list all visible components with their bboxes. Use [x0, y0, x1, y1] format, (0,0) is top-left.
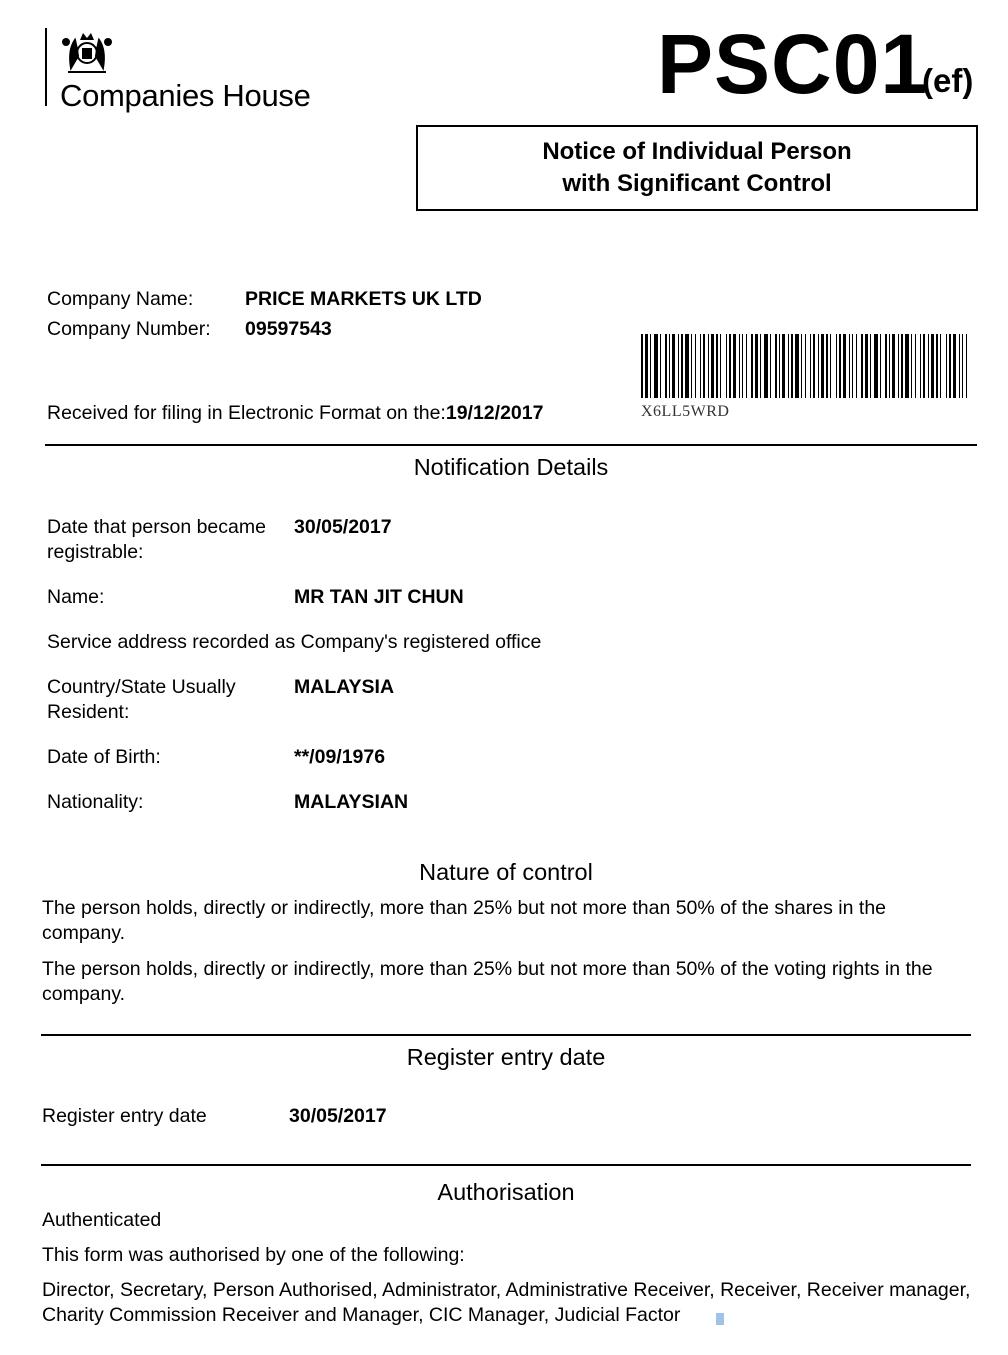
barcode-bar [711, 334, 714, 398]
barcode-bar [813, 334, 815, 398]
barcode-bar [946, 334, 947, 398]
barcode-bar [660, 334, 661, 398]
registrable-label-line-1: Date that person became [47, 516, 266, 538]
barcode-bar [782, 334, 785, 398]
register-entry-value: 30/05/2017 [289, 1105, 387, 1127]
barcode-bar [852, 334, 853, 398]
person-name-label: Name: [47, 586, 105, 608]
royal-crest-icon [58, 28, 116, 76]
barcode-bar [685, 334, 689, 398]
barcode-bar [703, 334, 705, 398]
barcode-bar [920, 334, 921, 398]
barcode-bar [739, 334, 740, 398]
nature-of-control-heading: Nature of control [419, 859, 593, 885]
barcode-bar [795, 334, 799, 398]
barcode-bar [959, 334, 960, 398]
barcode [641, 334, 968, 398]
barcode-bar [928, 334, 929, 398]
country-resident-label [47, 676, 236, 724]
barcode-bar [905, 334, 909, 398]
company-name-value: PRICE MARKETS UK LTD [245, 288, 482, 310]
register-entry-heading: Register entry date [406, 1044, 606, 1070]
barcode-bar [826, 334, 828, 398]
barcode-bar [821, 334, 824, 398]
barcode-bar [760, 334, 761, 398]
barcode-bar [678, 334, 679, 398]
barcode-bar [915, 334, 916, 398]
registrable-label-line-2: registrable: [47, 541, 144, 563]
barcode-bar [641, 334, 643, 398]
nationality-label: Nationality: [47, 791, 144, 813]
register-entry-label: Register entry date [42, 1105, 207, 1127]
date-of-birth-label: Date of Birth: [47, 746, 161, 768]
barcode-bar [779, 334, 780, 398]
barcode-bar [810, 334, 811, 398]
companies-house-logo-text: Companies House [60, 78, 311, 113]
barcode-bar [901, 334, 903, 398]
barcode-bar [856, 334, 857, 398]
company-number-label: Company Number: [47, 318, 211, 340]
service-address-note: Service address recorded as Company's registered office [47, 631, 542, 653]
barcode-bar [849, 334, 850, 398]
person-name-value: MR TAN JIT CHUN [294, 586, 464, 608]
control-statement-shares: The person holds, directly or indirectly, more than 25% but not more than 50% of the shares in the company. [42, 897, 887, 944]
barcode-bar [931, 334, 934, 398]
received-date-label [47, 402, 543, 425]
form-title-box [416, 125, 978, 211]
barcode-bar [870, 334, 871, 398]
barcode-bar [940, 334, 941, 398]
authorised-roles: Director, Secretary, Person Authorised, Administrator, Administrative Receiver, Receiver, Receiver manager, Charity Commission Receiver and Manager, CIC Manager, Judicial Factor [42, 1279, 971, 1326]
barcode-bar [672, 334, 675, 398]
barcode-bar [839, 334, 841, 398]
barcode-bar [691, 334, 692, 398]
section-divider [41, 1034, 971, 1036]
received-date-value: 19/12/2017 [445, 402, 544, 424]
logo-divider [45, 28, 47, 106]
received-label-text: Received for filing in Electronic Format on the: [47, 402, 446, 424]
text-cursor-marker [716, 1313, 724, 1325]
barcode-bar [885, 334, 887, 398]
barcode-bar [898, 334, 899, 398]
authorisation-intro: This form was authorised by one of the following: [42, 1244, 465, 1266]
date-of-birth-value: **/09/1976 [294, 746, 386, 768]
form-code: PSC01 [657, 17, 929, 111]
barcode-bar [861, 334, 863, 398]
authentication-status: Authenticated [42, 1209, 162, 1231]
barcode-bar [923, 334, 925, 398]
country-label-line-2: Resident: [47, 701, 130, 723]
barcode-bar [708, 334, 709, 398]
company-name-label: Company Name: [47, 288, 194, 310]
registrable-date-value: 30/05/2017 [294, 516, 392, 538]
barcode-bar [874, 334, 878, 398]
barcode-bar [836, 334, 837, 398]
nationality-value: MALAYSIAN [294, 791, 409, 813]
barcode-bar [726, 334, 727, 398]
barcode-bar [650, 334, 651, 398]
form-title-line-1: Notice of Individual Person [542, 138, 852, 165]
barcode-bar [788, 334, 789, 398]
barcode-bar [953, 334, 956, 398]
barcode-bar [764, 334, 768, 398]
barcode-bar [720, 334, 721, 398]
barcode-bar [911, 334, 912, 398]
barcode-bar [889, 334, 890, 398]
barcode-bar [755, 334, 758, 398]
section-divider [41, 1164, 971, 1166]
barcode-bar [801, 334, 802, 398]
barcode-bar [865, 334, 868, 398]
barcode-bar [962, 334, 963, 398]
barcode-bar [742, 334, 743, 398]
form-title-line-2: with Significant Control [562, 170, 832, 197]
barcode-bar [830, 334, 831, 398]
barcode-bar [843, 334, 846, 398]
barcode-bar [729, 334, 731, 398]
barcode-text: X6LL5WRD [641, 403, 730, 420]
company-number-value: 09597543 [245, 318, 332, 340]
barcode-bar [949, 334, 951, 398]
country-label-line-1: Country/State Usually [47, 676, 236, 698]
barcode-bar [770, 334, 771, 398]
barcode-bar [654, 334, 658, 398]
barcode-bar [775, 334, 777, 398]
barcode-bar [936, 334, 938, 398]
section-divider [45, 444, 977, 446]
country-resident-value: MALAYSIA [294, 676, 395, 698]
barcode-bar [700, 334, 701, 398]
barcode-bar [751, 334, 753, 398]
barcode-bar [645, 334, 648, 398]
barcode-bar [880, 334, 881, 398]
barcode-bar [665, 334, 667, 398]
barcode-bar [966, 334, 967, 398]
control-statement-voting: The person holds, directly or indirectly, more than 25% but not more than 50% of the voting rights in the company. [42, 958, 933, 1005]
barcode-bar [805, 334, 806, 398]
barcode-bar [669, 334, 670, 398]
barcode-bar [695, 334, 696, 398]
barcode-bar [746, 334, 747, 398]
barcode-bar [716, 334, 718, 398]
notification-details-heading: Notification Details [413, 454, 609, 480]
barcode-bar [892, 334, 895, 398]
form-suffix: (ef) [922, 62, 974, 99]
barcode-bar [818, 334, 819, 398]
barcode-bar [791, 334, 793, 398]
authorisation-heading: Authorisation [437, 1179, 575, 1205]
barcode-bar [733, 334, 736, 398]
registrable-date-label [47, 516, 266, 564]
barcode-bar [681, 334, 683, 398]
